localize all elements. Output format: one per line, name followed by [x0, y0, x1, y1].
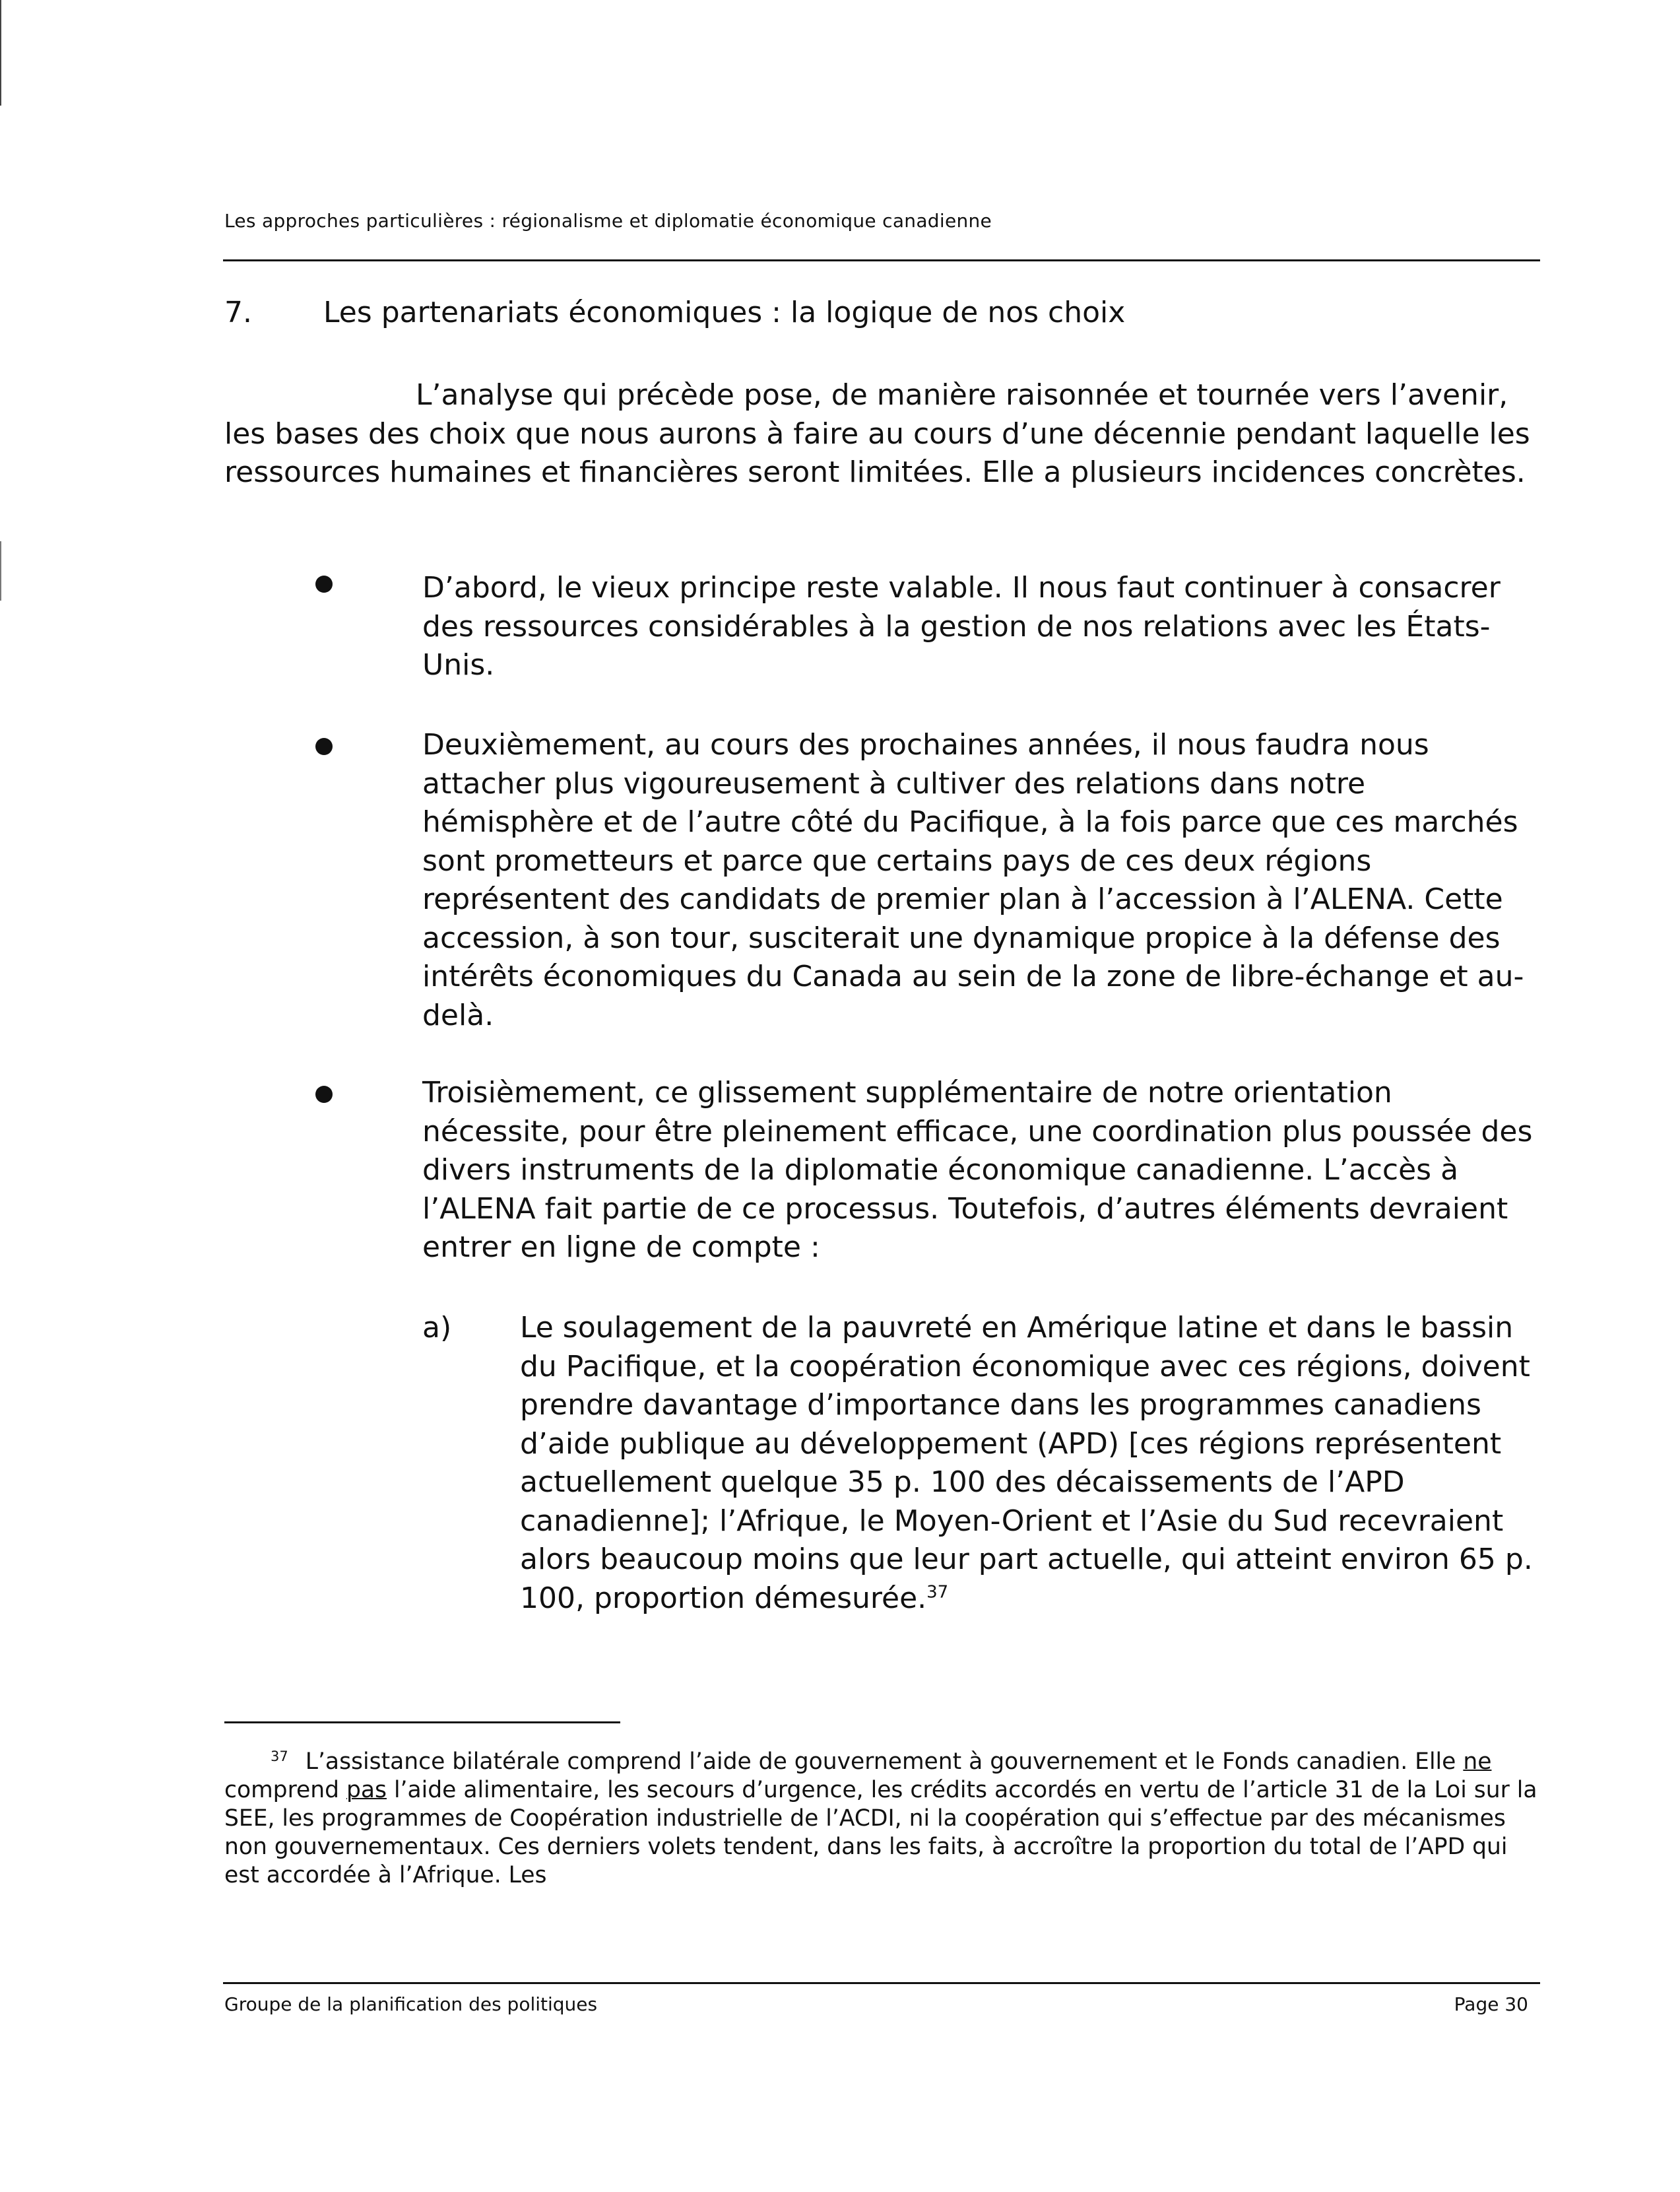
footnote-ref: 37 — [926, 1581, 949, 1602]
section-heading — [224, 296, 1125, 329]
footnote-text: l’aide alimentaire, les secours d’urgence, les crédits accordés en vertu de l’article 31 de la Loi sur la SEE, les programmes de Coopération industrielle de l’ACDI, ni la coopération qui s’effectue par des mécanismes non gouvernementaux. Ces derniers volets tendent, dans les faits, à accroître la proportion du total de l’APD qui est accordée à l’Afrique. Les — [224, 1777, 1537, 1888]
bullet-marker — [315, 738, 333, 755]
bullet-marker — [315, 1086, 333, 1103]
bullet-item-3: Troisièmement, ce glissement supplémentaire de notre orientation nécessite, pour être pleinement efficace, une coordination plus poussée des divers instruments de la diplomatie économique canadienne. L’accès à l’ALENA fait partie de ce processus. Toutefois, d’autres éléments devraient entrer en ligne de compte : — [422, 1076, 1533, 1264]
footnote-body — [224, 1748, 1537, 1890]
scan-margin-line — [0, 0, 1, 106]
footer-rule — [223, 1982, 1540, 1984]
scan-margin-line — [0, 541, 1, 601]
bullet-item-1: D’abord, le vieux principe reste valable. Il nous faut continuer à consacrer des ressources considérables à la gestion de nos relations avec les États-Unis. — [422, 571, 1501, 682]
intro-paragraph: L’analyse qui précède pose, de manière raisonnée et tournée vers l’avenir, les bases des choix que nous aurons à faire au cours d’une décennie pendant laquelle les ressources humaines et financières seront limitées. Elle a plusieurs incidences concrètes. — [224, 378, 1530, 489]
footnote-emphasis: pas — [346, 1777, 387, 1803]
footnote — [224, 1748, 1537, 1890]
footnote-text: L’assistance bilatérale comprend l’aide de gouvernement à gouvernement et le Fonds canadien. Elle — [305, 1748, 1464, 1775]
sub-item-body: Le soulagement de la pauvreté en Amérique latine et dans le bassin du Pacifique, et la coopération économique avec ces régions, doivent prendre davantage d’importance dans les programmes canadiens d’aide publique au développement (APD) [ces régions représentent actuellement quelque 35 p. 100 des décaissements de l’APD canadienne]; l’Afrique, le Moyen-Orient et l’Asie du Sud recevraient alors beaucoup moins que leur part actuelle, qui atteint environ 65 p. 100, proportion démesurée. — [520, 1311, 1533, 1615]
footnote-number: 37 — [271, 1748, 288, 1764]
bullet-item-2: Deuxièmement, au cours des prochaines années, il nous faudra nous attacher plus vigoureusement à cultiver des relations dans notre hémisphère et de l’autre côté du Pacifique, à la fois parce que ces marchés sont prometteurs et parce que certains pays de ces deux régions représentent des candidats de premier plan à l’accession à l’ALENA. Cette accession, à son tour, susciterait une dynamique propice à la défense des intérêts économiques du Canada au sein de la zone de libre-échange et au-delà. — [422, 728, 1524, 1032]
footnote-text: comprend — [224, 1777, 346, 1803]
footnote-rule — [224, 1721, 620, 1723]
footer-organization: Groupe de la planification des politiques — [224, 1993, 598, 2015]
section-title: Les partenariats économiques : la logique de nos choix — [323, 296, 1126, 329]
running-header: Les approches particulières : régionalisme et diplomatie économique canadienne — [224, 210, 992, 232]
sub-item-label: a) — [422, 1311, 452, 1345]
header-rule — [223, 259, 1540, 261]
page-number: Page 30 — [1454, 1993, 1528, 2015]
section-number: 7. — [224, 296, 252, 329]
footnote-emphasis: ne — [1463, 1748, 1492, 1775]
bullet-marker — [315, 576, 333, 593]
sub-item-text — [520, 1309, 1536, 1618]
